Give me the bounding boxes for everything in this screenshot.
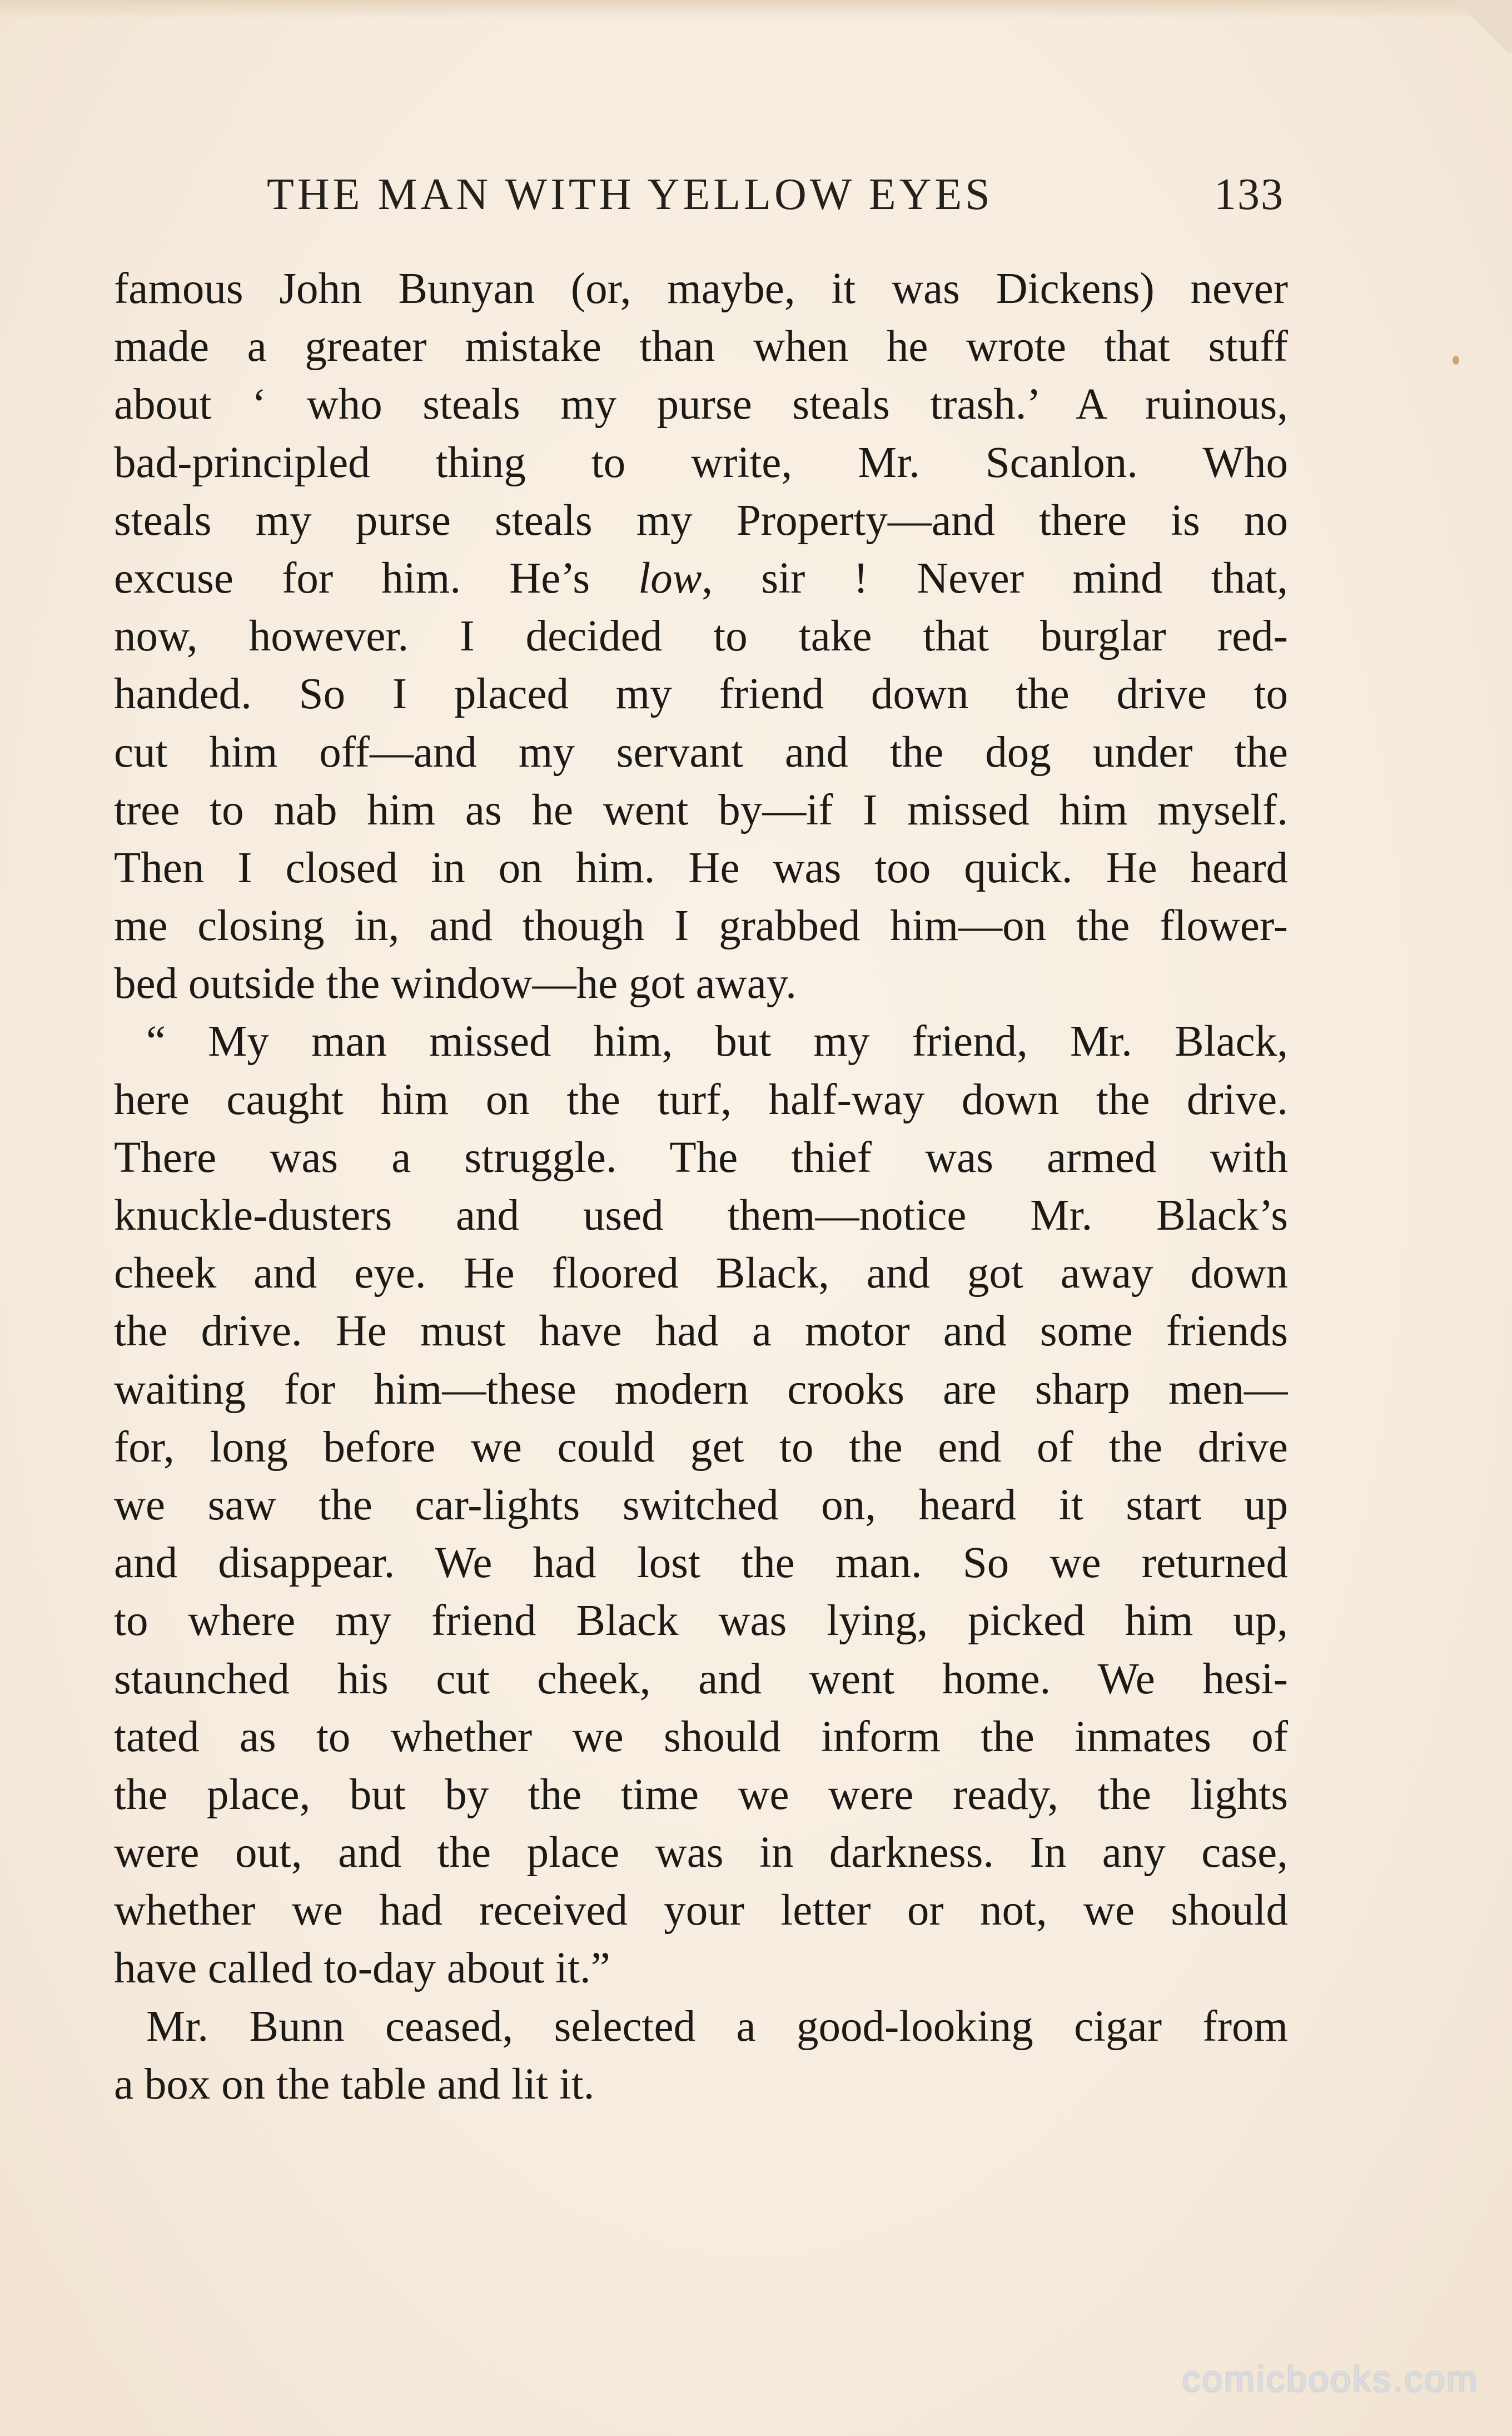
page-top-edge <box>0 0 1512 19</box>
text-line: excuse for him. He’s low, sir ! Never mind that, <box>114 554 1288 603</box>
running-head <box>111 164 1284 225</box>
text-line: the place, but by the time we were ready, the lights <box>114 1770 1288 1819</box>
text-line: There was a struggle. The thief was armed with <box>114 1133 1288 1182</box>
text-line: tated as to whether we should inform the inmates of <box>114 1712 1288 1761</box>
text-line: famous John Bunyan (or, maybe, it was Dickens) never <box>114 265 1288 313</box>
text-line: Then I closed in on him. He was too quick. He heard <box>114 843 1288 892</box>
paper-speck <box>1453 356 1459 365</box>
text-line: whether we had received your letter or not, we should <box>114 1886 1288 1935</box>
body-text <box>114 260 1288 2114</box>
text-line: cheek and eye. He floored Black, and got away down <box>114 1249 1288 1298</box>
text-line: a box on the table and lit it. <box>114 2060 595 2109</box>
text-line: bad-principled thing to write, Mr. Scanlon. Who <box>114 438 1288 487</box>
text-line: “ My man missed him, but my friend, Mr. Black, <box>146 1017 1288 1066</box>
text-line: about ‘ who steals my purse steals trash.’ A ruinous, <box>114 380 1288 429</box>
text-line: handed. So I placed my friend down the drive to <box>114 670 1288 719</box>
site-watermark: comicbooks.com <box>1182 2358 1479 2399</box>
text-line: here caught him on the turf, half-way down the drive. <box>114 1075 1288 1124</box>
text-line: the drive. He must have had a motor and some friends <box>114 1307 1288 1356</box>
page-corner-fold <box>1440 0 1512 53</box>
text-line: to where my friend Black was lying, picked him up, <box>114 1597 1288 1645</box>
text-line: staunched his cut cheek, and went home. We hesi- <box>114 1654 1288 1703</box>
text-line: for, long before we could get to the end of the drive <box>114 1423 1288 1471</box>
text-line: Mr. Bunn ceased, selected a good-looking cigar from <box>146 2002 1288 2051</box>
text-line: have called to-day about it.” <box>114 1944 610 1993</box>
emphasis-low: low <box>638 554 702 603</box>
text-line: waiting for him—these modern crooks are sharp men— <box>114 1365 1288 1414</box>
text-line: made a greater mistake than when he wrote that stuff <box>114 322 1288 371</box>
text-line: we saw the car-lights switched on, heard it start up <box>114 1480 1288 1529</box>
running-head-title: THE MAN WITH YELLOW EYES <box>267 170 993 219</box>
text-line: cut him off—and my servant and the dog under the <box>114 728 1288 777</box>
text-line: were out, and the place was in darkness. In any case, <box>114 1828 1288 1877</box>
text-line: now, however. I decided to take that burglar red- <box>114 612 1288 661</box>
text-line: knuckle-dusters and used them—notice Mr. Black’s <box>114 1191 1288 1240</box>
text-line: bed outside the window—he got away. <box>114 960 797 1008</box>
text-line: tree to nab him as he went by—if I missed him myself. <box>114 786 1288 834</box>
text-line: me closing in, and though I grabbed him—on the flower- <box>114 902 1288 951</box>
text-line: steals my purse steals my Property—and there is no <box>114 496 1288 545</box>
page-number: 133 <box>1214 170 1284 219</box>
text-line: and disappear. We had lost the man. So we returned <box>114 1539 1288 1588</box>
